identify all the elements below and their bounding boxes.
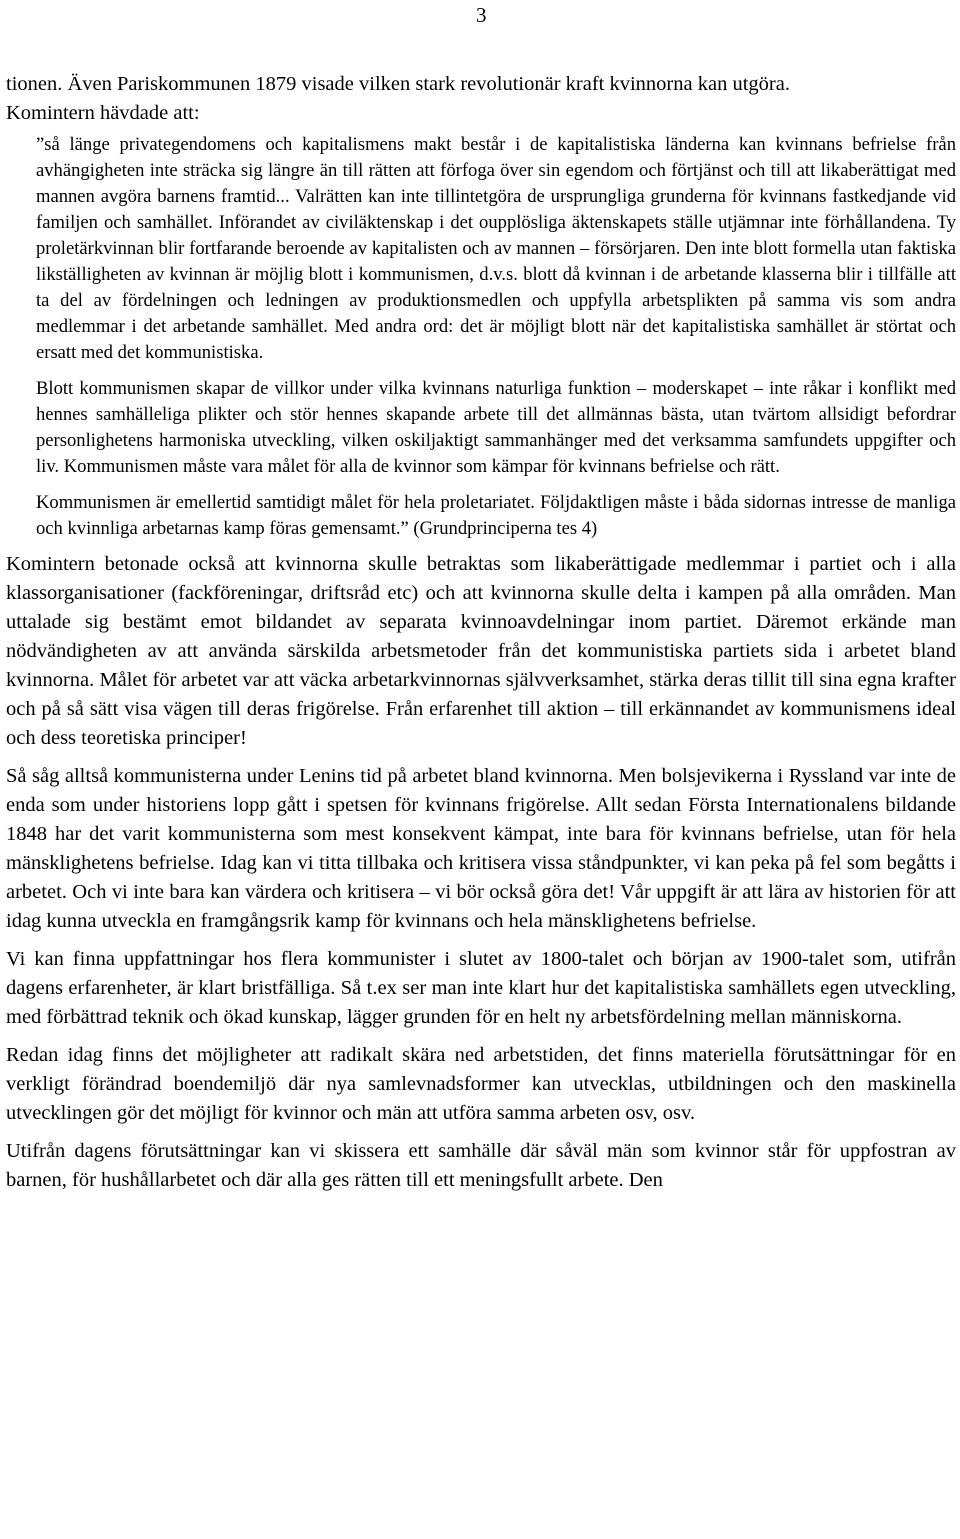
quote-paragraph-3: Kommunismen är emellertid samtidigt målet för hela proletariatet. Följdaktligen måste i båda sidornas intresse de manliga och kvinnliga arbetarnas kamp föras gemensamt.” (Grundprinciperna tes 4): [36, 492, 956, 539]
paragraph-body-4: Redan idag finns det möjligheter att radikalt skära ned arbetstiden, det finns materiella förutsättningar för en verkligt förändrad boendemiljö där nya samlevnadsformer kan utvecklas, utbildningen och den maskinella utvecklingen gör det möjligt för kvinnor och män att utföra samma arbeten osv, osv.: [6, 1044, 956, 1124]
page-number: 3: [476, 3, 487, 27]
quote-paragraph-1: ”så länge privategendomens och kapitalismens makt består i de kapitalistiska länderna kan kvinnans befrielse från avhängigheten inte sträcka sig längre än till rätten att förfoga över sin egendom och förtjänst och till att likaberättigat med mannen avgöra barnens framtid... Valrätten kan inte tillintetgöra de ursprungliga grunderna för kvinnans fastkedjande vid familjen och samhället. Införandet av civiläktenskap i det oupplösliga äktenskapets ställe utjämnar inte förhållandena. Ty proletärkvinnan blir fortfarande beroende av kapitalisten och av mannen – försörjaren. Den inte blott formella utan faktiska likställigheten av kvinnan är möjlig blott i kommunismen, d.v.s. blott då kvinnan i de arbetande klasserna blir i tillfälle att ta del av fördelningen och ledningen av produktionsmedlen och uppfylla arbetsplikten på samma vis som andra medlemmar i det arbetande samhället. Med andra ord: det är möjligt blott när det kapitalistiska samhället är störtat och ersatt med det kommunistiska.: [36, 134, 956, 363]
quote-block: [36, 132, 956, 542]
quote-paragraph-2: Blott kommunismen skapar de villkor under vilka kvinnans naturliga funktion – moderskapet – inte råkar i konflikt med hennes samhälleliga plikter och stör hennes skapande arbete till det allmännas bästa, utan tvärtom allsidigt befordrar personlighetens harmoniska utveckling, vilken oskiljaktigt sammanhänger med det verksamma samfundets uppgifter och liv. Kommunismen måste vara målet för alla de kvinnor som kämpar för kvinnans befrielse och rätt.: [36, 378, 956, 477]
paragraph-body-2: Så såg alltså kommunisterna under Lenins tid på arbetet bland kvinnorna. Men bolsjevikerna i Ryssland var inte de enda som under historiens lopp gått i spetsen för kvinnans frigörelse. Allt sedan Första Internationalens bildande 1848 har det varit kommunisterna som mest konsekvent kämpat, inte bara för kvinnans befrielse, utan för hela mänsklighetens befrielse. Idag kan vi titta tillbaka och kritisera vissa ståndpunkter, vi kan peka på fel som begåtts i arbetet. Och vi inte bara kan värdera och kritisera – vi bör också göra det! Vår uppgift är att lära av historien för att idag kunna utveckla en framgångsrik kamp för kvinnans och hela mänsklighetens befrielse.: [6, 765, 956, 932]
document-body: [6, 70, 956, 1195]
paragraph-body-1: Komintern betonade också att kvinnorna skulle betraktas som likaberättigade medlemmar i partiet och i alla klassorganisationer (fackföreningar, driftsråd etc) och att kvinnorna skulle delta i kampen på alla områden. Man uttalade sig bestämt emot bildandet av separata kvinnoavdelningar inom partiet. Däremot erkände man nödvändigheten av att använda särskilda arbetsmetoder från det kommunistiska partiets sida i arbetet bland kvinnorna. Målet för arbetet var att väcka arbetarkvinnornas självverksamhet, stärka deras tillit till sina egna krafter och på så sätt visa vägen till deras frigörelse. Från erfarenhet till aktion – till erkännandet av kommunismens ideal och dess teoretiska principer!: [6, 553, 956, 749]
paragraph-body-3: Vi kan finna uppfattningar hos flera kommunister i slutet av 1800-talet och början av 1900-talet som, utifrån dagens erfarenheter, är klart bristfälliga. Så t.ex ser man inte klart hur det kapitalistiska samhällets egen utveckling, med förbättrad teknik och ökad kunskap, lägger grunden för en helt ny arbetsfördelning mellan människorna.: [6, 948, 956, 1028]
paragraph-body-5: Utifrån dagens förutsättningar kan vi skissera ett samhälle där såväl män som kvinnor står för uppfostran av barnen, för hushållarbetet och där alla ges rätten till ett meningsfullt arbete. Den: [6, 1140, 956, 1191]
paragraph-intro: tionen. Även Pariskommunen 1879 visade vilken stark revolutionär kraft kvinnorna kan utgöra.: [6, 73, 790, 95]
paragraph-quote-intro: Komintern hävdade att:: [6, 102, 200, 124]
